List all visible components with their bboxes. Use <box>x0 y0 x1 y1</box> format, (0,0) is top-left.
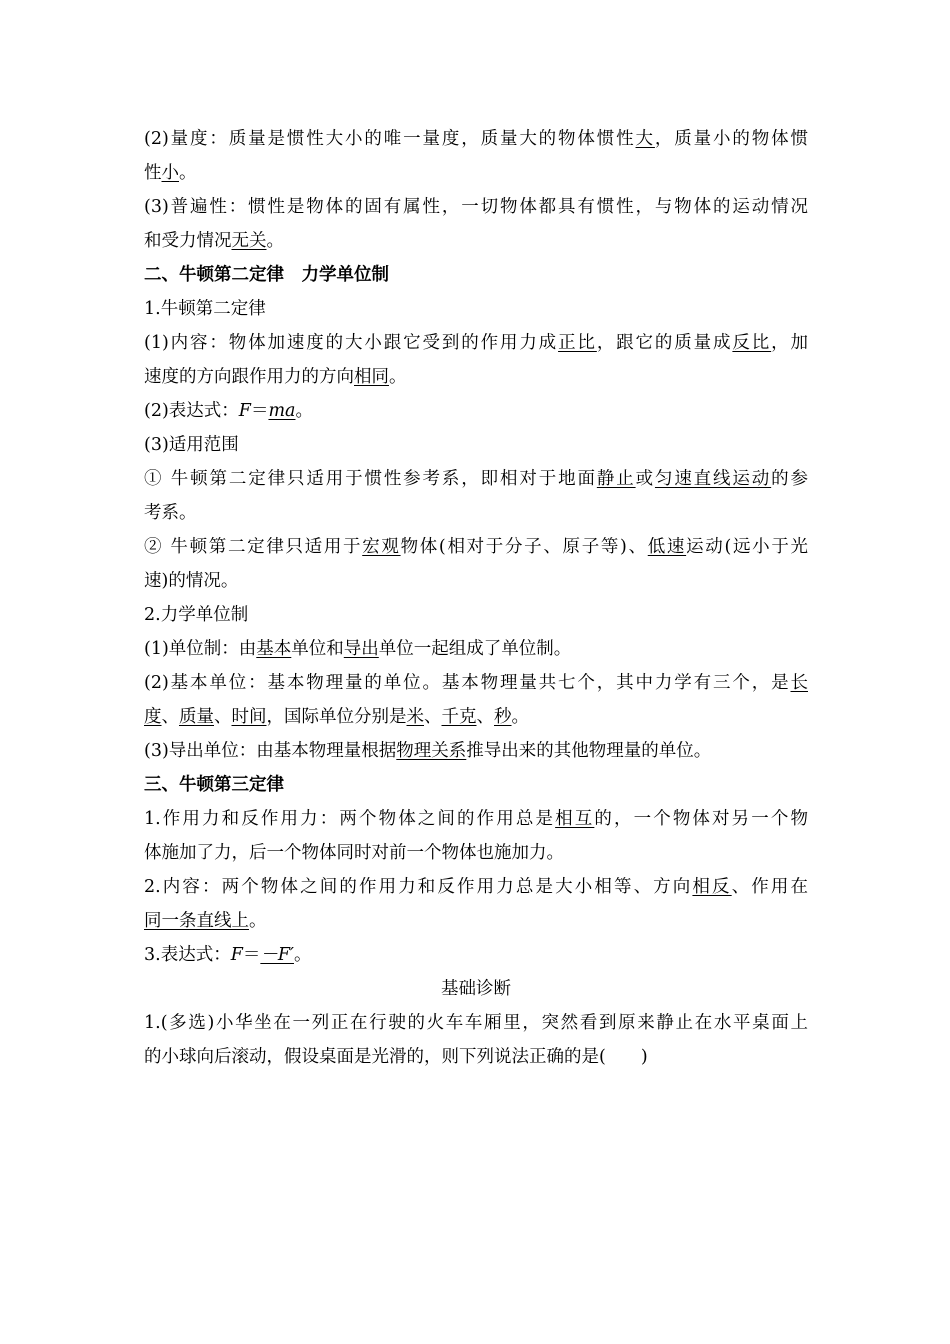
blank-answer: 时间 <box>231 707 267 727</box>
blank-answer: 静止 <box>596 469 636 489</box>
paragraph-third-law-expression: 3.表达式：F＝－F′。 <box>144 945 312 965</box>
subsection-heading-newton-second: 1.牛顿第二定律 <box>144 299 266 319</box>
paragraph-scope-1-line-1: ① 牛顿第二定律只适用于惯性参考系，即相对于地面静止或匀速直线运动的参 <box>144 469 809 489</box>
blank-answer: 物理关系 <box>396 741 467 761</box>
paragraph-action-reaction-line-2: 体施加了力，后一个物体同时对前一个物体也施加力。 <box>144 843 564 863</box>
paragraph-action-reaction-line-1: 1.作用力和反作用力：两个物体之间的作用总是相互的，一个物体对另一个物 <box>144 809 809 829</box>
question-1-line-1: 1.(多选)小华坐在一列正在行驶的火车车厢里，突然看到原来静止在水平桌面上 <box>144 1013 808 1033</box>
paragraph-measure-line-2: 性小。 <box>144 163 197 183</box>
blank-answer: 正比 <box>558 333 597 353</box>
paragraph-universality-line-1: (3)普遍性：惯性是物体的固有属性，一切物体都具有惯性，与物体的运动情况 <box>144 197 808 217</box>
section-heading-basic-diagnosis: 基础诊断 <box>441 979 511 999</box>
blank-answer: 度 <box>144 707 162 727</box>
blank-answer: 匀速直线运动 <box>654 469 772 489</box>
document-content <box>144 122 808 1074</box>
section-heading-2: 二、牛顿第二定律 力学单位制 <box>144 265 389 285</box>
blank-answer: 大 <box>635 129 655 149</box>
section-heading-3: 三、牛顿第三定律 <box>144 775 284 795</box>
paragraph-scope-2-line-2: 速)的情况。 <box>144 571 239 591</box>
paragraph-expression: (2)表达式：F＝ma。 <box>144 401 313 421</box>
paragraph-base-units-line-2: 度、质量、时间，国际单位分别是米、千克、秒。 <box>144 707 529 727</box>
paragraph-scope-2-line-1: ② 牛顿第二定律只适用于宏观物体(相对于分子、原子等)、低速运动(远小于光 <box>144 537 809 557</box>
blank-answer: 同一条直线上 <box>144 911 249 931</box>
paragraph-scope-1-line-2: 考系。 <box>144 503 197 523</box>
paragraph-scope-title: (3)适用范围 <box>144 435 239 455</box>
blank-answer: 导出 <box>343 639 379 659</box>
blank-answer: －F′ <box>260 945 294 965</box>
paragraph-universality-line-2: 和受力情况无关。 <box>144 231 284 251</box>
paragraph-third-law-content-line-2: 同一条直线上。 <box>144 911 267 931</box>
blank-answer: 相同 <box>354 367 389 387</box>
answer-blank <box>606 1047 641 1067</box>
blank-answer: 相反 <box>692 877 732 897</box>
blank-answer: 无关 <box>231 231 267 251</box>
blank-answer: 相互 <box>555 809 595 829</box>
blank-answer: 千克 <box>441 707 477 727</box>
paragraph-base-units-line-1: (2)基本单位：基本物理量的单位。基本物理量共七个，其中力学有三个，是长 <box>144 673 808 693</box>
paragraph-content-line-2: 速度的方向跟作用力的方向相同。 <box>144 367 407 387</box>
question-1-line-2: 的小球向后滚动，假设桌面是光滑的，则下列说法正确的是( ) <box>144 1047 648 1067</box>
blank-answer: 反比 <box>732 333 772 353</box>
subsection-heading-units: 2.力学单位制 <box>144 605 249 625</box>
blank-answer: ma <box>268 401 296 421</box>
blank-answer: 宏观 <box>362 537 401 557</box>
paragraph-measure-line-1: (2)量度：质量是惯性大小的唯一量度，质量大的物体惯性大，质量小的物体惯 <box>144 129 809 149</box>
blank-answer: 秒 <box>494 707 512 727</box>
blank-answer: 低速 <box>647 537 687 557</box>
blank-answer: 小 <box>161 163 179 183</box>
paragraph-derived-units: (3)导出单位：由基本物理量根据物理关系推导出来的其他物理量的单位。 <box>144 741 712 761</box>
blank-answer: 米 <box>406 707 424 727</box>
blank-answer: 质量 <box>179 707 214 727</box>
blank-answer: 基本 <box>256 639 292 659</box>
paragraph-unit-system: (1)单位制：由基本单位和导出单位一起组成了单位制。 <box>144 639 572 659</box>
paragraph-content-line-1: (1)内容：物体加速度的大小跟它受到的作用力成正比，跟它的质量成反比，加 <box>144 333 809 353</box>
blank-answer: 长 <box>790 673 808 693</box>
paragraph-third-law-content-line-1: 2.内容：两个物体之间的作用力和反作用力总是大小相等、方向相反、作用在 <box>144 877 809 897</box>
